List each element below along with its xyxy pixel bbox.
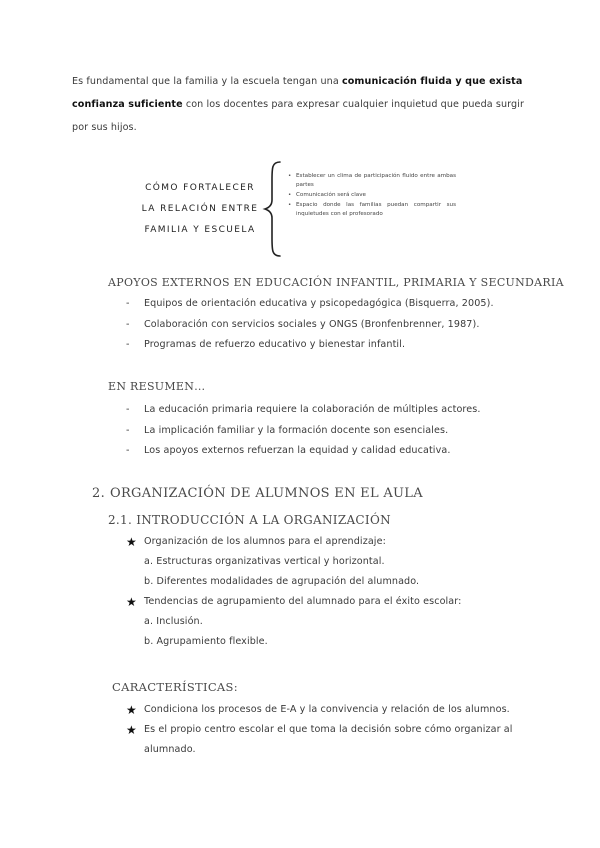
box-title-line: FAMILIA Y ESCUELA — [144, 225, 256, 235]
star-icon: ★ — [126, 703, 137, 717]
list-item-text: Colaboración con servicios sociales y ONGS (Bronfenbrenner, 1987). — [144, 318, 480, 330]
sub-item: a. Inclusión. — [144, 616, 203, 627]
section-2-heading — [92, 486, 423, 501]
section-number: 2. — [92, 486, 106, 501]
list-item — [126, 400, 481, 421]
star-icon: ★ — [126, 535, 137, 549]
list-item — [126, 441, 481, 462]
list-item — [126, 421, 481, 442]
box-list — [288, 172, 456, 220]
list-item-text: Organización de los alumnos para el aprendizaje: — [144, 536, 386, 547]
apoyos-heading: APOYOS EXTERNOS EN EDUCACIÓN INFANTIL, PRIMARIA Y SECUNDARIA — [108, 276, 564, 289]
dash-icon: - — [126, 445, 130, 456]
box-list-item: • Comunicación será clave — [288, 191, 456, 200]
apoyos-list — [126, 294, 494, 356]
box-title-line: CÓMO FORTALECER — [145, 183, 255, 193]
list-item-text: Equipos de orientación educativa y psicopedagógica (Bisquerra, 2005). — [144, 298, 494, 309]
resumen-list — [126, 400, 481, 462]
star-icon: ★ — [126, 595, 137, 609]
sub-item: a. Estructuras organizativas vertical y horizontal. — [144, 556, 385, 567]
list-item-text: La implicación familiar y la formación docente son esenciales. — [144, 424, 449, 436]
list-item — [126, 700, 536, 720]
dash-icon: - — [126, 404, 130, 415]
list-item — [126, 592, 526, 652]
caracteristicas-heading: CARACTERÍSTICAS: — [112, 680, 238, 694]
dash-icon: - — [126, 339, 130, 350]
list-item-text: Es el propio centro escolar el que toma la decisión sobre cómo organizar al alumnado. — [144, 724, 513, 755]
box-list-item: • Establecer un clima de participación fluido entre ambas partes — [288, 172, 456, 190]
box-title-line: LA RELACIÓN ENTRE — [141, 204, 259, 214]
relationship-box — [130, 160, 470, 260]
list-item-text: Los apoyos externos refuerzan la equidad y calidad educativa. — [144, 445, 451, 456]
intro-paragraph — [72, 70, 528, 139]
list-item — [126, 315, 494, 336]
resumen-heading: EN RESUMEN… — [108, 380, 206, 393]
intro-text-post: con los docentes para expresar cualquier inquietud que pueda surgir por sus hijos. — [72, 99, 525, 133]
dash-icon: - — [126, 424, 130, 436]
section-title: ORGANIZACIÓN DE ALUMNOS EN EL AULA — [110, 486, 423, 501]
list-item — [126, 294, 494, 315]
box-title — [130, 178, 270, 241]
sub-item: b. Agrupamiento flexible. — [144, 636, 268, 647]
intro-bold-phrase: comunicación fluida y que exista confianza suficiente — [72, 76, 523, 110]
list-item-text: La educación primaria requiere la colaboración de múltiples actores. — [144, 404, 481, 415]
list-item — [126, 335, 494, 356]
subsection-2-1-heading: 2.1. INTRODUCCIÓN A LA ORGANIZACIÓN — [108, 513, 391, 527]
sub-item: b. Diferentes modalidades de agrupación del alumnado. — [144, 576, 420, 587]
intro-text-pre: Es fundamental que la familia y la escuela tengan una — [72, 76, 342, 87]
list-item — [126, 532, 526, 592]
dash-icon: - — [126, 318, 130, 330]
list-item — [126, 720, 536, 760]
box-list-item: • Espacio donde las familias puedan compartir sus inquietudes con el profesorado — [288, 201, 456, 219]
list-item-text: Condiciona los procesos de E-A y la convivencia y relación de los alumnos. — [144, 704, 510, 715]
caracteristicas-list — [126, 700, 536, 760]
list-item-text: Tendencias de agrupamiento del alumnado para el éxito escolar: — [144, 596, 462, 607]
list-item-text: Programas de refuerzo educativo y bienestar infantil. — [144, 339, 406, 350]
dash-icon: - — [126, 298, 130, 309]
star-icon: ★ — [126, 723, 137, 737]
organization-list — [126, 532, 526, 652]
curly-brace-icon — [262, 160, 284, 258]
